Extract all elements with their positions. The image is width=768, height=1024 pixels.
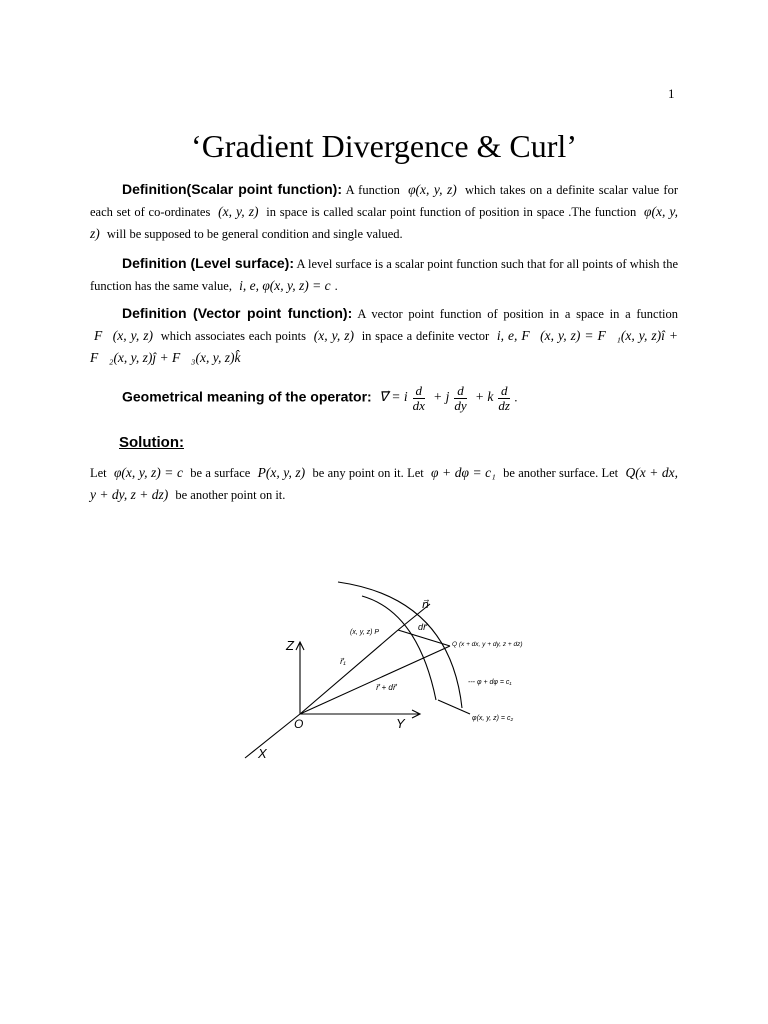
math: i, e, φ(x, y, z) = c: [239, 278, 331, 293]
y-axis-label: Y: [396, 716, 405, 731]
n-label: n⃗: [422, 599, 429, 611]
text: Let: [90, 466, 107, 480]
z-axis-arrow: [296, 642, 304, 650]
text: be any point on it. Let: [312, 466, 424, 480]
solution-heading: Solution:: [119, 434, 184, 451]
definition-scalar: [90, 178, 678, 245]
text: A vector point function of position in a space in a function: [357, 307, 679, 321]
r1-label: r⃗₁: [340, 657, 346, 666]
text: in space a definite vector: [361, 329, 490, 343]
origin-label: O: [294, 717, 304, 731]
definition-level: [90, 252, 678, 297]
definition-scalar-heading: Definition(Scalar point function):: [122, 181, 343, 197]
normal-n: [398, 604, 430, 630]
y-axis-arrow: [412, 710, 420, 718]
q-label: Q (x + dx, y + dy, z + dz): [452, 641, 523, 648]
fraction: $\frac{d}{dz}$: [498, 383, 510, 413]
text: will be supposed to be general condition and single valued.: [106, 227, 403, 241]
math: φ(x, y, z): [90, 204, 679, 241]
math: ∇⃗ = i: [378, 389, 408, 405]
geometric-meaning-heading: Geometrical meaning of the operator:: [122, 388, 372, 405]
definition-level-heading: Definition (Level surface):: [122, 255, 295, 271]
r-plus-dr-label: r⃗ + dr⃗: [376, 683, 397, 692]
x-axis: [245, 714, 300, 758]
surface2-label: --- φ + dφ = c₁: [468, 679, 512, 686]
page-title: ‘Gradient Divergence & Curl’: [191, 128, 577, 164]
text: .: [514, 389, 518, 405]
geometric-meaning: [122, 384, 517, 413]
definition-vector: [90, 302, 678, 369]
math: P(x, y, z): [257, 465, 306, 480]
fraction: $\frac{d}{dy}$: [454, 383, 467, 413]
text: in space is called scalar point function of position in space .The function: [266, 205, 637, 219]
x-axis-label: X: [258, 746, 267, 761]
solution-text: [90, 462, 678, 506]
text: be another point on it.: [175, 488, 286, 502]
surface-c1: [362, 596, 436, 700]
text: which takes on a definite scalar value for each set of co-ordinates: [90, 183, 679, 219]
text: be another surface. Let: [503, 466, 619, 480]
math: + k: [474, 389, 494, 405]
leader-surface1: [438, 700, 470, 714]
math: i, e, F⃗(x, y, z) = F⃗₁(x, y, z)î + F⃗₂(x, y, z)ĵ + F⃗₃(x, y, z)k̂: [90, 328, 678, 365]
z-axis-label: Z: [286, 638, 294, 653]
p-label: (x, y, z) P: [350, 629, 380, 636]
fraction: $\frac{d}{dx}$: [412, 383, 425, 413]
text: .: [334, 279, 338, 293]
math: φ + dφ = c₁: [431, 465, 496, 480]
math: Q(x + dx, y + dy, z + dz): [90, 465, 679, 502]
surface-c2: [338, 582, 462, 708]
text: be a surface: [190, 466, 251, 480]
text: A function: [345, 183, 400, 197]
math: (x, y, z): [218, 204, 259, 219]
math: F⃗(x, y, z): [94, 328, 153, 343]
page-number: 1: [668, 86, 675, 101]
vector-dr: [398, 630, 450, 646]
math: φ(x, y, z) = c: [113, 465, 183, 480]
text: which associates each points: [160, 329, 306, 343]
vector-r1: [300, 630, 398, 714]
math: φ(x, y, z): [408, 182, 457, 197]
text: A level surface is a scalar point function such that for all points of whish the function has the same value,: [90, 257, 678, 293]
dr-label: dr⃗: [418, 622, 427, 632]
surface1-label: φ(x, y, z) = c₂: [472, 715, 514, 722]
vector-r-plus-dr: [300, 646, 450, 714]
math: (x, y, z): [313, 328, 354, 343]
definition-vector-heading: Definition (Vector point function):: [122, 305, 353, 321]
math: + j: [433, 389, 450, 405]
